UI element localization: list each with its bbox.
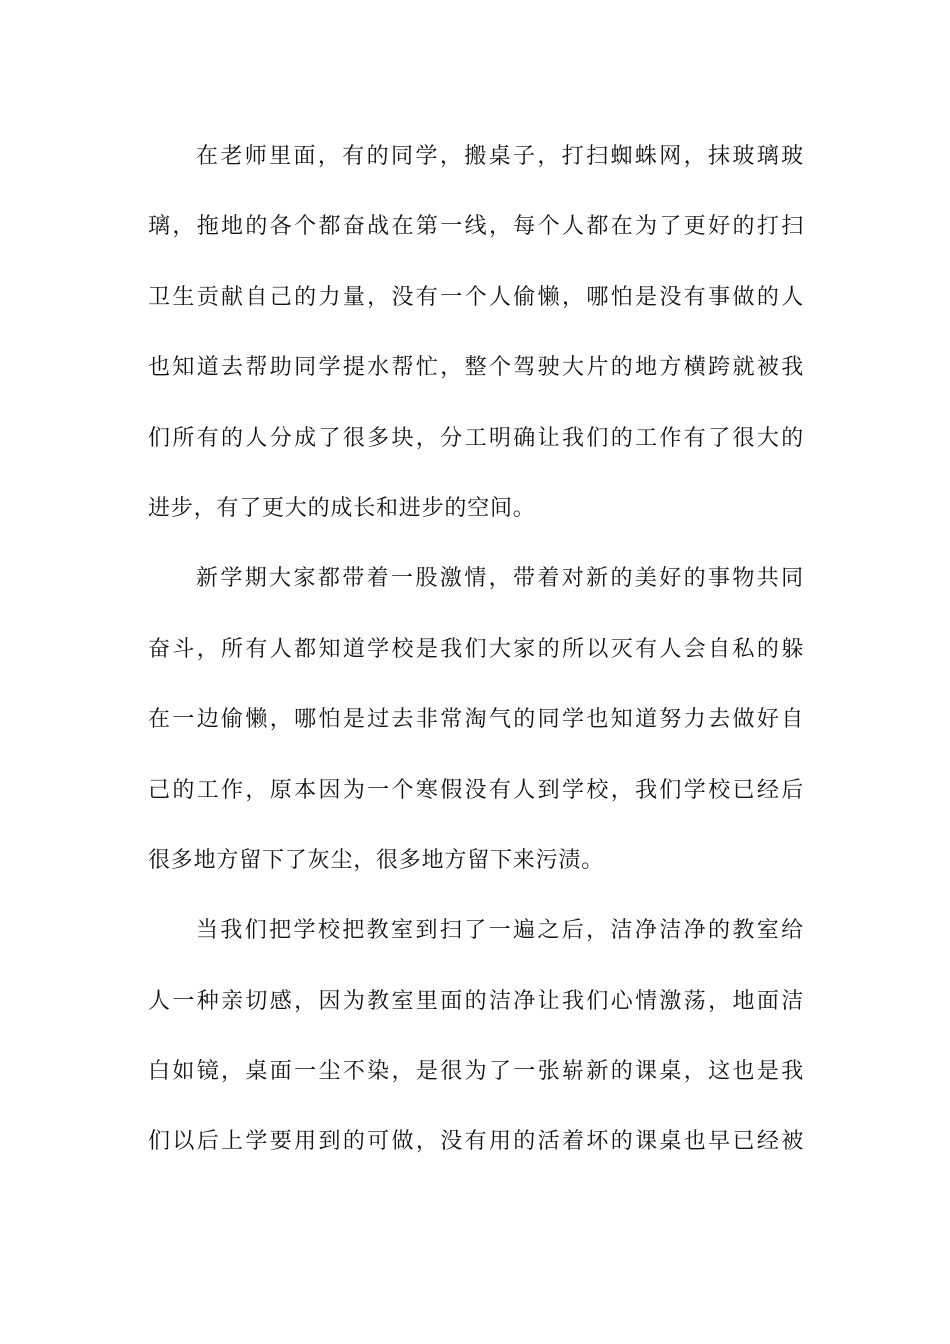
paragraph-line: 璃，拖地的各个都奋战在第一线，每个人都在为了更好的打扫 (148, 214, 804, 240)
paragraph-line: 也知道去帮助同学提水帮忙，整个驾驶大片的地方横跨就被我 (148, 355, 804, 381)
paragraph-2 (148, 550, 804, 890)
paragraph-line: 己的工作，原本因为一个寒假没有人到学校，我们学校已经后 (148, 777, 804, 803)
paragraph-1 (148, 128, 804, 538)
document-body (148, 128, 804, 1184)
paragraph-line: 奋斗，所有人都知道学校是我们大家的所以灭有人会自私的躲 (148, 636, 804, 662)
paragraph-line: 在一边偷懒，哪怕是过去非常淘气的同学也知道努力去做好自 (148, 707, 804, 733)
paragraph-line: 很多地方留下了灰尘，很多地方留下来污渍。 (148, 847, 605, 873)
paragraph-line: 当我们把学校把教室到扫了一遍之后，洁净洁净的教室给 (196, 918, 804, 944)
paragraph-3 (148, 902, 804, 1171)
paragraph-line: 白如镜，桌面一尘不染，是很为了一张崭新的课桌，这也是我 (148, 1059, 804, 1085)
paragraph-line: 们以后上学要用到的可做，没有用的活着坏的课桌也早已经被 (148, 1129, 804, 1155)
paragraph-line: 们所有的人分成了很多块，分工明确让我们的工作有了很大的 (148, 425, 804, 451)
paragraph-line: 新学期大家都带着一股激情，带着对新的美好的事物共同 (196, 566, 804, 592)
paragraph-line: 卫生贡献自己的力量，没有一个人偷懒，哪怕是没有事做的人 (148, 284, 804, 310)
paragraph-line: 进步，有了更大的成长和进步的空间。 (148, 495, 536, 521)
paragraph-line: 人一种亲切感，因为教室里面的洁净让我们心情激荡，地面洁 (148, 988, 804, 1014)
paragraph-line: 在老师里面，有的同学，搬桌子，打扫蜘蛛网，抹玻璃玻 (196, 144, 804, 169)
